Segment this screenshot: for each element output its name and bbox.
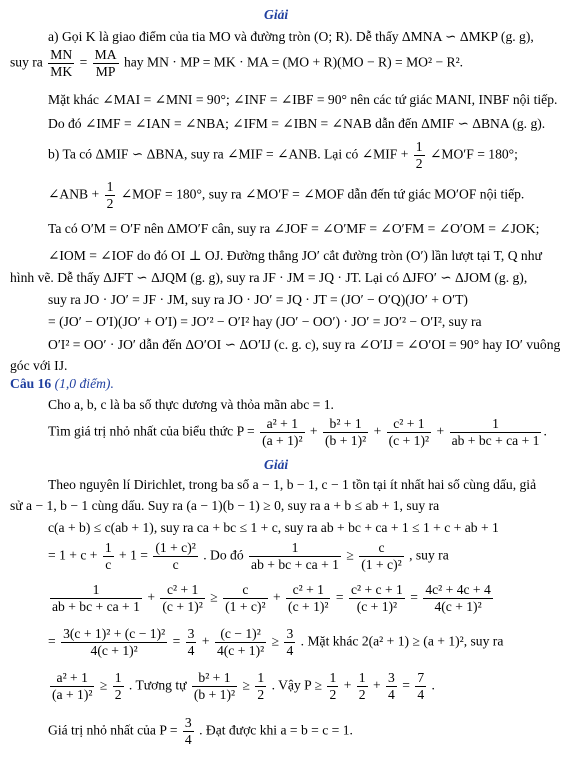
formula-line: ∠ANB + $\frac{1}{2}$ ∠MOF = 180°, suy ra ∠MO′F = ∠MOF dẫn đến tứ giác MO′OF nội tiếp.: [48, 179, 525, 211]
formula-line: $\frac{1}{ab + bc + ca + 1}$ + $\frac{\text{c² + 1}}{\text{(c + 1)²}}$ ≥ $\frac{c}{\text{(1 + c)²}}$ + $\frac{\text{c² + 1}}{\text{(c + 1)²}}$ = $\frac{\text{c² + c + 1}}{\text{(c + 1)²}}$ = $\frac{\text{4c² + 4c + 4}}{\text{4(c + 1)²}}$: [52, 582, 491, 614]
text-line: Ta có O′M = O′F nên ΔMO′F cân, suy ra ∠JOF = ∠O′MF = ∠O′FM = ∠O′OM = ∠JOK;: [48, 221, 540, 236]
text-line: c(a + b) ≤ c(ab + 1), suy ra ca + bc ≤ 1 + c, suy ra ab + bc + ca + 1 ≤ 1 + c + ab + 1: [48, 520, 499, 535]
fraction: $\frac{MA}{MP}$: [94, 47, 117, 79]
text-line: Mặt khác ∠MAI = ∠MNI = 90°; ∠INF = ∠IBF = 90° nên các tứ giác MANI, INBF nội tiếp.: [48, 92, 558, 107]
text-line: hình vẽ. Dễ thấy ΔJFT ∽ ΔJQM (g. g), suy ra JF · JM = JQ · JT. Lại có ΔJFO′ ∽ ΔJOM (g. g),: [10, 270, 528, 285]
fraction: $\frac{1}{2}$: [106, 179, 114, 211]
formula-line: Giá trị nhỏ nhất của P = $\frac{3}{4}$ . Đạt được khi a = b = c = 1.: [48, 715, 353, 747]
text-line: Cho a, b, c là ba số thực dương và thỏa mãn abc = 1.: [48, 397, 334, 412]
formula-line: = 1 + c + $\frac{1}{c}$ + 1 = $\frac{\text{(1 + c)²}}{c}$ . Do đó $\frac{1}{ab + bc + ca + 1}$ ≥ $\frac{c}{\text{(1 + c)²}}$ , suy ra: [48, 540, 449, 572]
text-line: ∠IOM = ∠IOF do đó OI ⊥ OJ. Đường thẳng JO′ cắt đường tròn (O′) lần lượt tại T, Q như: [48, 248, 542, 263]
text-line: a) Gọi K là giao điểm của tia MO và đường tròn (O; R). Dễ thấy ΔMNA ∽ ΔMKP (g. g),: [48, 29, 534, 44]
text-line: sử a − 1, b − 1 cùng dấu. Suy ra (a − 1)(b − 1) ≥ 0, suy ra a + b ≤ ab + 1, suy ra: [10, 498, 440, 513]
text-line: suy ra JO · JO′ = JF · JM, suy ra JO · JO′ = JQ · JT = (JO′ − O′Q)(JO′ + O′T): [48, 292, 468, 307]
text-line: Do đó ∠IMF = ∠IAN = ∠NBA; ∠IFM = ∠IBN = ∠NAB dẫn đến ΔMIF ∽ ΔBNA (g. g).: [48, 116, 546, 131]
formula-line: suy ra $\frac{MN}{MK}$ = $\frac{MA}{MP}$ hay MN · MP = MK · MA = (MO + R)(MO − R) = MO² − R².: [10, 47, 464, 79]
formula-line: b) Ta có ΔMIF ∽ ΔBNA, suy ra ∠MIF = ∠ANB. Lại có ∠MIF + $\frac{1}{2}$ ∠MO′F = 180°;: [48, 139, 518, 171]
text-line: Theo nguyên lí Dirichlet, trong ba số a − 1, b − 1, c − 1 tồn tại ít nhất hai số cùng dấu, giả: [48, 477, 537, 492]
text-line: = (JO′ − O′I)(JO′ + O′I) = JO′² − O′I² hay (JO′ − OO′) · JO′ = JO′² − O′I², suy ra: [48, 314, 482, 329]
solution-heading: Giải: [264, 7, 289, 22]
text-line: O′I² = OO′ · JO′ dẫn đến ΔO′OI ∽ ΔO′IJ (c. g. c), suy ra ∠O′IJ = ∠O′OI = 90° hay IO′ vuông: [48, 337, 561, 352]
question-title: Câu 16 (1,0 điểm).: [10, 376, 114, 391]
formula-line: Tìm giá trị nhỏ nhất của biểu thức P = $\frac{\text{a² + 1}}{\text{(a + 1)²}}$ + $\frac{\text{b² + 1}}{\text{(b + 1)²}}$ + $\frac{\text{c² + 1}}{\text{(c + 1)²}}$ + $\frac{1}{ab + bc + ca + 1}$ .: [48, 416, 547, 448]
fraction: $\frac{1}{2}$: [415, 139, 423, 171]
fraction: $\frac{MN}{MK}$: [50, 47, 73, 79]
text-line: góc với IJ.: [10, 358, 68, 373]
formula-line: = $\frac{\text{3(c + 1)² + (c − 1)²}}{\text{4(c + 1)²}}$ = $\frac{3}{4}$ + $\frac{\text{(c − 1)²}}{\text{4(c + 1)²}}$ ≥ $\frac{3}{4}$ . Mặt khác 2(a² + 1) ≥ (a + 1)², suy ra: [48, 626, 504, 658]
formula-line: $\frac{\text{a² + 1}}{\text{(a + 1)²}}$ ≥ $\frac{1}{2}$ . Tương tự $\frac{\text{b² + 1}}{\text{(b + 1)²}}$ ≥ $\frac{1}{2}$ . Vậy P ≥ $\frac{1}{2}$ + $\frac{1}{2}$ + $\frac{3}{4}$ = $\frac{7}{4}$ .: [52, 670, 435, 702]
solution-heading: Giải: [264, 457, 289, 472]
